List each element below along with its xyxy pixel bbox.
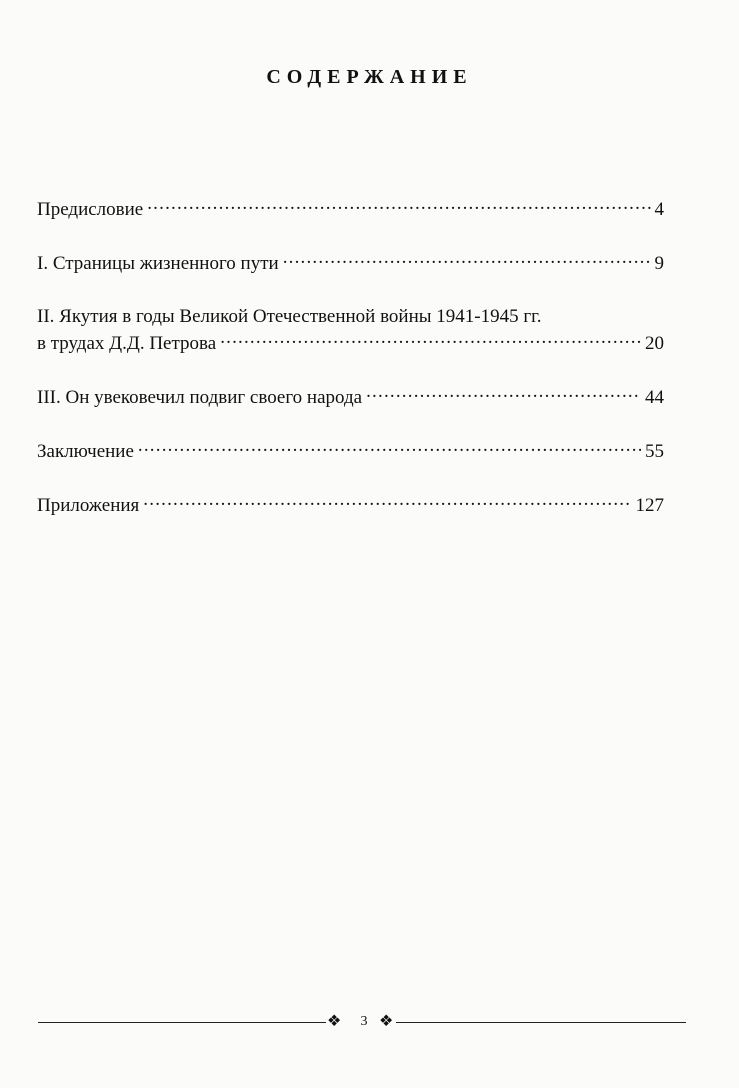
footer-rule-left — [38, 1022, 326, 1023]
toc-entry-title: I. Страницы жизненного пути — [37, 253, 279, 274]
dot-leader — [220, 330, 641, 349]
toc-entry-page: 127 — [635, 495, 664, 516]
footer-rule-right — [396, 1022, 686, 1023]
toc-entry-title-line-1: II. Якутия в годы Великой Отечественной войны 1941-1945 гг. — [37, 306, 542, 327]
dot-leader — [283, 250, 651, 269]
toc-line — [37, 384, 664, 411]
toc-entry-title-line-2: в трудах Д.Д. Петрова — [37, 333, 217, 354]
toc-entry-page: 55 — [645, 441, 664, 462]
toc-line — [37, 438, 664, 465]
dot-leader — [138, 438, 641, 457]
toc-entry-appendices — [37, 492, 664, 519]
toc-entry-page: 4 — [654, 199, 664, 220]
page-number: 3 — [360, 1014, 368, 1029]
diamond-ornament-icon: ❖ — [379, 1013, 394, 1030]
toc-entry-title: Приложения — [37, 495, 140, 516]
toc-entry-title: Заключение — [37, 441, 134, 462]
toc-entry-page: 20 — [645, 333, 664, 354]
toc-entry-page: 9 — [654, 253, 664, 274]
diamond-ornament-icon: ❖ — [327, 1013, 342, 1030]
toc-line — [37, 250, 664, 277]
toc-entry-chapter-2 — [37, 304, 664, 357]
toc-entry-title: Предисловие — [37, 199, 144, 220]
toc-entry-chapter-3 — [37, 384, 664, 411]
toc-line — [37, 196, 664, 223]
dot-leader — [143, 492, 631, 511]
toc-line — [37, 330, 664, 357]
page-footer — [38, 1012, 686, 1032]
dot-leader — [147, 196, 650, 215]
dot-leader — [366, 384, 641, 403]
table-of-contents — [37, 196, 664, 546]
page-title: СОДЕРЖАНИЕ — [266, 66, 473, 88]
toc-entry-page: 44 — [645, 387, 664, 408]
toc-entry-preface — [37, 196, 664, 223]
toc-line — [37, 492, 664, 519]
toc-entry-title: III. Он увековечил подвиг своего народа — [37, 387, 363, 408]
toc-entry-chapter-1 — [37, 250, 664, 277]
toc-entry-conclusion — [37, 438, 664, 465]
